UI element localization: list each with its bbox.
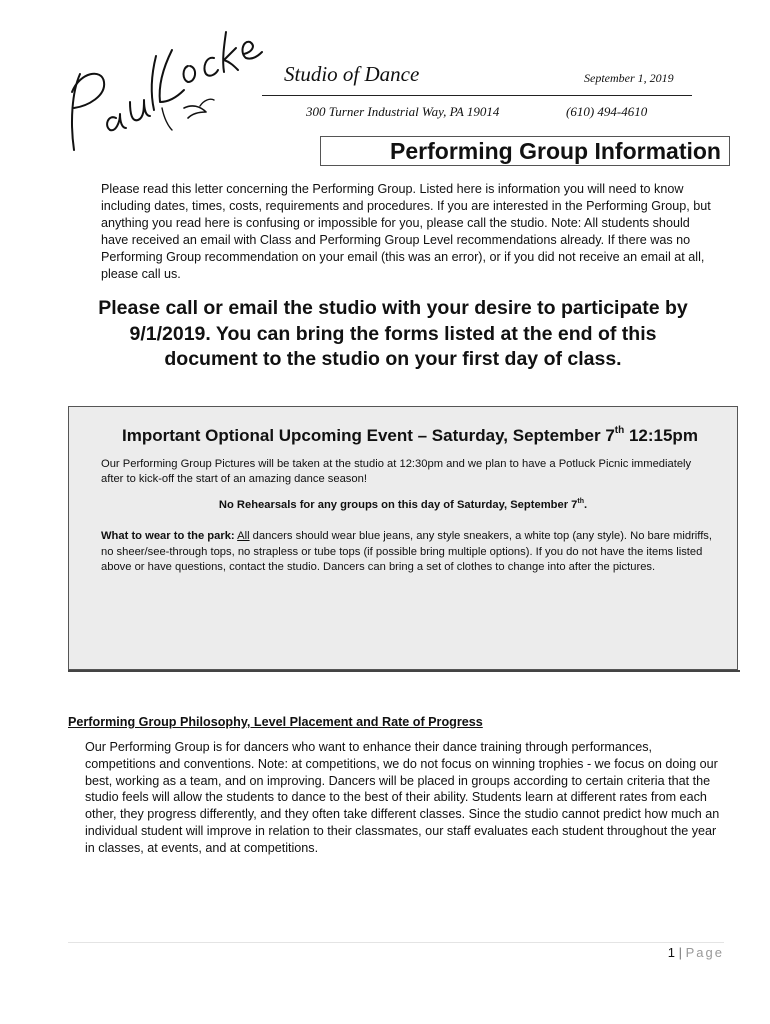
letterhead-divider — [262, 95, 692, 96]
intro-paragraph: Please read this letter concerning the Performing Group. Listed here is information you will need to know including dates, times, costs, requirements and procedures. If you are interested in the Performing Group, but anything you read here is confusing or impossible for you, please call the studio. Note: All students should have received an email with Class and Performing Group Level recommendations already. If there was no Performing Group recommendation on your email (this was an error), or if you did not receive an email at all, please call us. — [101, 182, 711, 281]
philosophy-heading: Performing Group Philosophy, Level Placement and Rate of Progress — [68, 715, 483, 729]
letter-date: September 1, 2019 — [584, 71, 674, 85]
event-title-sup: th — [614, 425, 625, 436]
footer-separator: | — [675, 945, 686, 960]
dress-code-emphasis: All — [237, 530, 250, 542]
studio-name: Studio of Dance — [284, 62, 420, 86]
event-title-text: Important Optional Upcoming Event – Saturday, September 7 — [122, 426, 615, 445]
event-title-time: 12:15pm — [624, 426, 698, 445]
event-box-shadow — [68, 670, 740, 672]
paul-locke-logo — [60, 22, 270, 162]
studio-phone: (610) 494-4610 — [566, 104, 648, 119]
no-rehearsals-sup: th — [577, 498, 584, 505]
call-to-action: Please call or email the studio with your desire to participate by 9/1/2019. You can bring the forms listed at the end of this document to the studio on your first day of class. — [98, 297, 688, 370]
dress-code — [101, 529, 721, 576]
studio-address: 300 Turner Industrial Way, PA 19014 — [306, 104, 500, 119]
page-label: Page — [685, 945, 724, 960]
page-footer — [640, 945, 724, 960]
no-rehearsals-text: No Rehearsals for any groups on this day of Saturday, September 7 — [218, 499, 578, 511]
dress-code-text: dancers should wear blue jeans, any style sneakers, a white top (any style). No bare midriffs, no sheer/see-through tops, no strapless or tube tops (if possible bring multiple options). If you do not have the items listed above or have questions, contact the studio. Dancers can bring a set of clothes to change into after the pictures. — [101, 530, 713, 573]
page-number: 1 — [667, 945, 676, 960]
philosophy-body: Our Performing Group is for dancers who want to enhance their dance training through performances, competitions and conventions. Note: at competitions, we do not focus on winning trophies - we focus on doing our best, working as a team, and on improving. Dancers will be placed in groups according to certain criteria that the studio feels will allow the students to dance to the best of their ability. Students learn at different rates from each other, they progress differently, and they often take different classes. Since the studio cannot predict how much an individual student will improve in relation to their classmates, our staff evaluates each student throughout the year in classes, at events, and at competitions. — [85, 740, 720, 855]
no-rehearsals-notice — [68, 499, 738, 511]
page-title: Performing Group Information — [390, 138, 721, 164]
footer-divider — [68, 942, 724, 943]
event-title — [122, 426, 698, 446]
event-description: Our Performing Group Pictures will be taken at the studio at 12:30pm and we plan to have a Potluck Picnic immediately after to kick-off the start of an amazing dance season! — [101, 458, 692, 485]
title-box — [320, 136, 730, 166]
no-rehearsals-end: . — [584, 499, 588, 511]
dress-code-label: What to wear to the park: — [101, 530, 235, 542]
